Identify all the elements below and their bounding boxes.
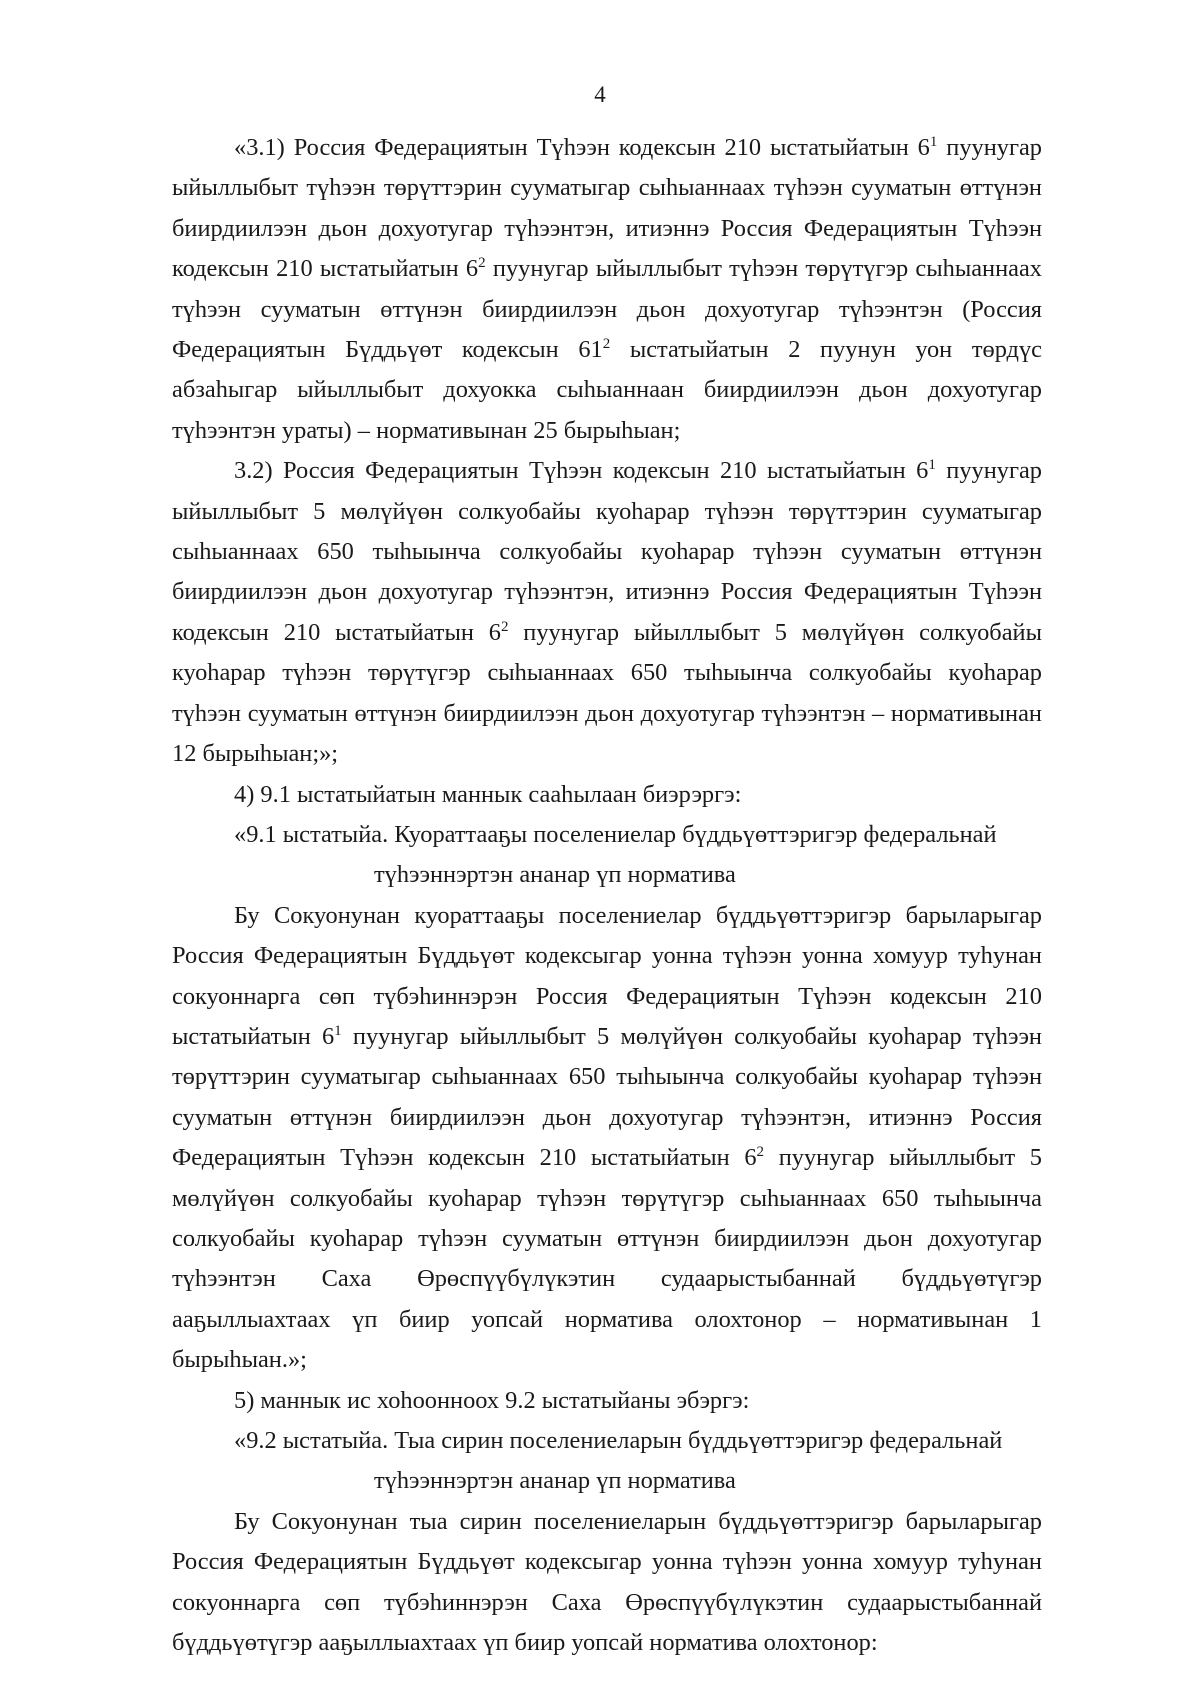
paragraph-3-2 — [172, 451, 1042, 774]
superscript: 2 — [478, 255, 486, 272]
document-body — [172, 128, 1042, 1663]
paragraph-text: пуунугар ыйыллыбыт 5 мөлүйүөн солкуобайы куоһарар түһээн төрүтүгэр сыһыаннаах 650 тыһыынча солкуобайы куоһарар түһээн сууматын өттүнэн биирдиилээн дьон дохуотугар түһээнтэн Саха Өрөспүүбүлүкэтин судаарыстыбаннай бүддьүөтүгэр ааҕыллыахтаах үп биир уопсай норматива олохтонор – нормативынан 1 бырыһыан.»; — [172, 1144, 1042, 1374]
page-number: 4 — [594, 82, 606, 107]
article-9-2-body: Бу Сокуонунан тыа сирин поселениеларын бүддьүөттэригэр барыларыгар Россия Федерациятын Бүддьүөт кодексыгар уонна түһээн уонна хомуур туһунан сокуоннарга сөп түбэһиннэрэн Саха Өрөспүүбүлүкэтин судаарыстыбаннай бүддьүөтүгэр ааҕыллыахтаах үп биир уопсай норматива олохтонор: — [172, 1507, 1042, 1657]
paragraph-3-1 — [172, 128, 1042, 451]
superscript: 1 — [929, 133, 938, 150]
heading-line: түһээннэртэн ананар үп норматива — [374, 1467, 736, 1495]
heading-line: түһээннэртэн ананар үп норматива — [374, 861, 736, 889]
superscript: 1 — [928, 457, 936, 474]
paragraph-text: пуунугар ыйыллыбыт 5 мөлүйүөн солкуобайы куоһарар түһээн төрүттэрин сууматыгар сыһыаннаах 650 тыһыынча солкуобайы куоһарар түһээн сууматын өттүнэн биирдиилээн дьон дохуотугар түһээнтэн, итиэннэ Россия Федерациятын Түһээн кодексын 210 ыстатыйатын 6 — [172, 457, 1042, 646]
paragraph-text: пуунугар ыйыллыбыт түһээн төрүтүгэр сыһыаннаах түһээн сууматын өттүнэн биирдиилээн дьон дохуотугар түһээнтэн (Россия Федерациятын Бүддьүөт кодексын 61 — [172, 255, 1042, 364]
heading-line: «9.2 ыстатыйа. Тыа сирин поселениеларын бүддьүөттэригэр федеральнай — [234, 1427, 1003, 1454]
paragraph-4: 4) 9.1 ыстатыйатын маннык сааһылаан биэрэргэ: — [234, 780, 742, 808]
paragraph-5: 5) маннык ис хоһоонноох 9.2 ыстатыйаны эбэргэ: — [234, 1386, 750, 1414]
paragraph-text: ыстатыйатын 2 пуунун уон төрдүс абзаһыгар ыйыллыбыт дохуокка сыһыаннаан биирдиилээн дьон дохуотугар түһээнтэн ураты) – нормативынан 25 бырыһыан; — [172, 336, 1042, 444]
superscript: 2 — [756, 1144, 765, 1161]
paragraph-text: «3.1) Россия Федерациятын Түһээн кодексын 210 ыстатыйатын 6 — [234, 134, 930, 161]
paragraph-text: 3.2) Россия Федерациятын Түһээн кодексын 210 ыстатыйатын 6 — [234, 457, 929, 485]
article-9-1-body — [172, 896, 1042, 1381]
paragraph-text: пуунугар ыйыллыбыт 5 мөлүйүөн солкуобайы куоһарар түһээн төрүтүгэр сыһыаннаах 650 тыһыынча солкуобайы куоһарар түһээн сууматын өттүнэн биирдиилээн дьон дохуотугар түһээнтэн – нормативынан 12 бырыһыан;»; — [172, 618, 1042, 768]
superscript: 1 — [334, 1022, 342, 1039]
article-9-1-heading — [172, 815, 1042, 896]
paragraph-text: пуунугар ыйыллыбыт түһээн төрүттэрин сууматыгар сыһыаннаах түһээн сууматын өттүнэн биирдиилээн дьон дохуотугар түһээнтэн, итиэннэ Россия Федерациятын Түһээн кодексын 210 ыстатыйатын 6 — [172, 134, 1042, 283]
article-9-2-heading — [172, 1421, 1042, 1502]
paragraph-text: пуунугар ыйыллыбыт 5 мөлүйүөн солкуобайы куоһарар түһээн төрүттэрин сууматыгар сыһыаннаах 650 тыһыынча солкуобайы куоһарар түһээн сууматын өттүнэн биирдиилээн дьон дохуотугар түһээнтэн, итиэннэ Россия Федерациятын Түһээн кодексын 210 ыстатыйатын 6 — [172, 1022, 1042, 1172]
paragraph-text: Бу Сокуонунан куораттааҕы поселениелар бүддьүөттэригэр барыларыгар Россия Федерациятын Бүддьүөт кодексыгар уонна түһээн уонна хомуур туһунан сокуоннарга сөп түбэһиннэрэн Россия Федерациятын Түһээн кодексын 210 ыстатыйатын 6 — [172, 901, 1042, 1050]
superscript: 2 — [602, 335, 611, 352]
superscript: 2 — [500, 618, 509, 635]
heading-line: «9.1 ыстатыйа. Куораттааҕы поселениелар бүддьүөттэригэр федеральнай — [234, 820, 997, 848]
